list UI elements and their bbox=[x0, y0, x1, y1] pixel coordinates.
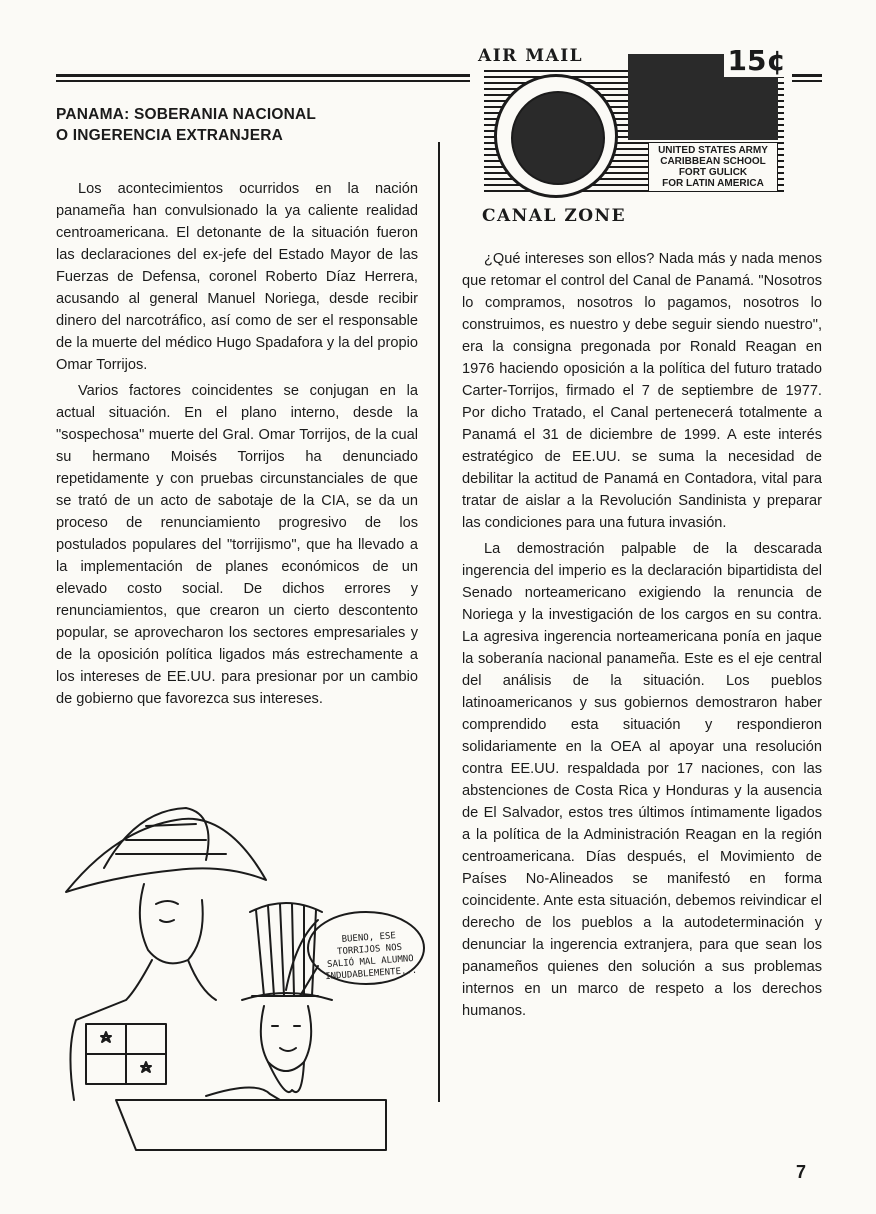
top-rule-left-thin bbox=[56, 80, 470, 82]
article-title-line: O INGERENCIA EXTRANJERA bbox=[56, 127, 284, 144]
top-rule-right-thin bbox=[792, 80, 822, 82]
stamp-price: 15¢ bbox=[724, 44, 786, 77]
stamp-caption-line: UNITED STATES ARMY bbox=[658, 145, 768, 156]
left-column bbox=[56, 178, 418, 714]
air-mail-stamp bbox=[478, 46, 788, 231]
stamp-caption-line: FORT GULICK bbox=[678, 167, 748, 178]
stamp-caption-line: CARIBBEAN SCHOOL bbox=[660, 156, 766, 167]
speech-bubble-text: BUENO, ESE TORRIJOS NOS SALIÓ MAL ALUMNO INDUDABLEMENTE... bbox=[324, 931, 418, 983]
top-rule-left bbox=[56, 74, 470, 77]
stamp-seal-emblem bbox=[494, 74, 618, 198]
paragraph: Varios factores coincidentes se conjugan en la actual situación. En el plano interno, desde la "sospechosa" muerte del Gral. Omar Torrijos, de la cual su hermano Moisés Torrijos ha denunciado repetidamente y con pruebas circunstanciales de que se trató de un acto de sabotaje de la CIA, se da un proceso de renunciamiento progresivo de los postulados populares del "torrijismo", que ha llevado a la implementación de planes económicos de un elevado costo social. De dichos errores y renunciamientos, que crearon un cierto descontento popular, se aprovecharon los sectores empresariales y de la oposición política ligados más estrechamente a los intereses de EE.UU. para presionar por un cambio de gobierno que favorezca sus intereses. bbox=[56, 383, 418, 707]
right-column bbox=[462, 248, 822, 1026]
stamp-caption-line: FOR LATIN AMERICA bbox=[662, 178, 764, 189]
article-title-line: PANAMA: SOBERANIA NACIONAL bbox=[56, 106, 317, 123]
stamp-air-mail-label: AIR MAIL bbox=[478, 46, 589, 66]
seal-crest-icon bbox=[511, 91, 605, 185]
page-number: 7 bbox=[796, 1162, 807, 1182]
stamp-caption bbox=[648, 142, 778, 192]
paragraph: La demostración palpable de la descarada ingerencia del imperio es la declaración bipartidista del Senado norteamericano exigiendo la renuncia de Noriega y la investigación de los cargos en su contra. La agresiva ingerencia norteamericana ponía en jaque la soberanía nacional panameña. Este es el eje central del análisis de la situación. Los pueblos latinoamericanos y sus gobiernos demostraron haber comprendido esta situación y respondieron solidariamente en la OEA al apoyar una resolución contra EE.UU. respaldada por 17 naciones, con las abstenciones de Costa Rica y Honduras y la ausencia de El Salvador, estos tres últimos íntimamente ligados a la política de la Administración Reagan en la región centroamericana. Días después, el Movimiento de Países No-Alineados se manifestó en forma coincidente. Ante esta situación, debemos reivindicar el derecho de los pueblos a la autodeterminación y denunciar la ingerencia extranjera, para que sean los panameños quienes den solución a sus problemas internos en un marco de respeto a los derechos humanos. bbox=[462, 541, 822, 1019]
article-title bbox=[56, 104, 416, 146]
column-divider bbox=[438, 142, 440, 1102]
top-rule-right bbox=[792, 74, 822, 77]
stamp-canal-zone-label: CANAL ZONE bbox=[482, 206, 627, 226]
paragraph: Los acontecimientos ocurridos en la nación panameña han convulsionado la ya caliente realidad centroamericana. El detonante de la situación fueron las declaraciones del ex-jefe del Estado Mayor de las Fuerzas de Defensa, coronel Roberto Díaz Herrera, acusando al general Manuel Noriega, desde recibir dinero del narcotráfico, así como de ser el responsable de la muerte del médico Hugo Spadafora y la del propio Omar Torrijos. bbox=[56, 181, 418, 373]
paragraph: ¿Qué intereses son ellos? Nada más y nada menos que retomar el control del Canal de Panamá. "Nosotros lo compramos, nosotros lo pagamos, nosotros lo construimos, es nuestro y debe seguir siendo nuestro", era la consigna pregonada por Ronald Reagan en 1976 haciendo oposición a la política del futuro tratado Carter-Torrijos, firmado el 7 de septiembre de 1977. Por dicho Tratado, el Canal pertenecerá totalmente a Panamá el 31 de diciembre de 1999. A este interés estratégico de EE.UU. se suma la necesidad de debilitar la actitud de Panamá en Contadora, vital para tratar de aislar a la Revolución Sandinista y preparar las condiciones para una futura invasión. bbox=[462, 251, 822, 531]
